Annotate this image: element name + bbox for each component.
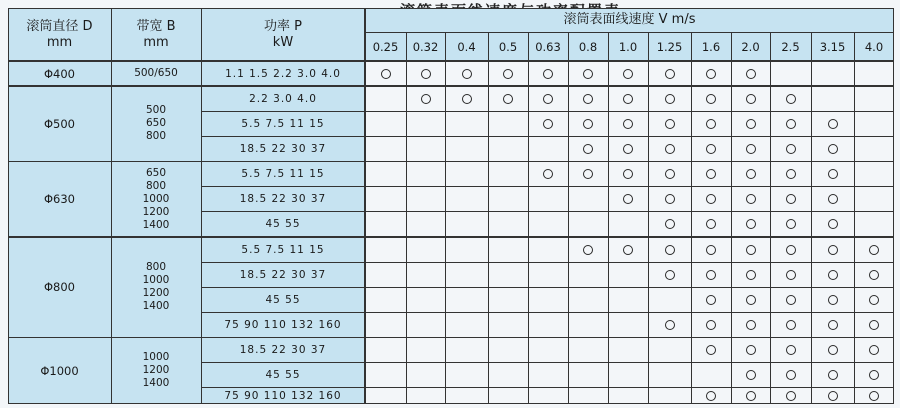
available-mark bbox=[786, 295, 796, 305]
velocity-header-cell: 0.25 bbox=[372, 39, 399, 54]
available-mark bbox=[706, 295, 716, 305]
belt-width-cell bbox=[111, 162, 201, 237]
available-mark bbox=[623, 245, 633, 255]
available-mark bbox=[665, 320, 675, 330]
available-mark bbox=[706, 94, 716, 104]
belt-width-cell bbox=[111, 237, 201, 338]
power-cell: 75 90 110 132 160 bbox=[224, 389, 342, 402]
belt-width-cell bbox=[111, 86, 201, 161]
grid-line bbox=[568, 32, 569, 404]
belt-width-value: 1400 bbox=[142, 218, 170, 231]
velocity-header-cell: 2.0 bbox=[741, 39, 760, 54]
available-mark bbox=[828, 320, 838, 330]
available-mark bbox=[786, 169, 796, 179]
available-mark bbox=[828, 119, 838, 129]
available-mark bbox=[786, 391, 796, 401]
velocity-header-cell: 2.5 bbox=[781, 39, 800, 54]
belt-width-value: 800 bbox=[145, 130, 167, 143]
available-mark bbox=[869, 345, 879, 355]
grid-line bbox=[201, 387, 894, 388]
available-mark bbox=[706, 320, 716, 330]
diameter-cell: Φ1000 bbox=[40, 363, 79, 378]
available-mark bbox=[706, 144, 716, 154]
available-mark bbox=[746, 391, 756, 401]
available-mark bbox=[828, 370, 838, 380]
velocity-header-cell: 4.0 bbox=[864, 39, 884, 54]
available-mark bbox=[583, 69, 593, 79]
available-mark bbox=[746, 119, 756, 129]
available-mark bbox=[746, 245, 756, 255]
grid-line bbox=[811, 32, 812, 404]
available-mark bbox=[869, 370, 879, 380]
available-mark bbox=[828, 194, 838, 204]
belt-width-value: 500/650 bbox=[134, 67, 178, 80]
velocity-header-cell: 3.15 bbox=[819, 39, 846, 54]
grid-line bbox=[201, 136, 894, 137]
grid-line bbox=[111, 8, 112, 404]
available-mark bbox=[828, 391, 838, 401]
belt-width-cell bbox=[111, 338, 201, 404]
available-mark bbox=[706, 245, 716, 255]
power-cell: 18.5 22 30 37 bbox=[239, 268, 327, 281]
available-mark bbox=[583, 94, 593, 104]
available-mark bbox=[623, 194, 633, 204]
velocity-header-cell: 0.4 bbox=[457, 39, 476, 54]
belt-width-value: 500 bbox=[145, 104, 167, 117]
available-mark bbox=[503, 94, 513, 104]
available-mark bbox=[828, 295, 838, 305]
grid-line bbox=[691, 32, 692, 404]
grid-line bbox=[201, 8, 202, 404]
available-mark bbox=[665, 270, 675, 280]
grid-line bbox=[770, 32, 771, 404]
available-mark bbox=[706, 119, 716, 129]
grid-line bbox=[201, 186, 894, 187]
grid-line bbox=[648, 32, 649, 404]
available-mark bbox=[623, 119, 633, 129]
header-belt-width-line: mm bbox=[143, 34, 169, 50]
belt-width-value: 650 bbox=[145, 117, 167, 130]
available-mark bbox=[583, 144, 593, 154]
diameter-cell: Φ500 bbox=[43, 116, 75, 131]
available-mark bbox=[786, 370, 796, 380]
available-mark bbox=[665, 194, 675, 204]
header-belt-width-line: 带宽 B bbox=[136, 18, 176, 34]
grid-line bbox=[445, 32, 446, 404]
available-mark bbox=[503, 69, 513, 79]
belt-width-value: 1400 bbox=[142, 300, 170, 313]
grid-line bbox=[8, 85, 894, 87]
belt-width-value: 800 bbox=[145, 179, 167, 192]
available-mark bbox=[421, 94, 431, 104]
available-mark bbox=[381, 69, 391, 79]
power-cell: 18.5 22 30 37 bbox=[239, 344, 327, 357]
available-mark bbox=[786, 219, 796, 229]
available-mark bbox=[665, 219, 675, 229]
available-mark bbox=[583, 119, 593, 129]
belt-width-value: 1200 bbox=[142, 287, 170, 300]
available-mark bbox=[583, 245, 593, 255]
power-cell: 2.2 3.0 4.0 bbox=[249, 92, 317, 105]
available-mark bbox=[543, 119, 553, 129]
velocity-header-cell: 0.63 bbox=[535, 39, 561, 54]
velocity-header-cell: 0.5 bbox=[498, 39, 518, 54]
available-mark bbox=[828, 270, 838, 280]
available-mark bbox=[786, 119, 796, 129]
grid-line bbox=[8, 8, 894, 10]
velocity-header-cell: 1.6 bbox=[701, 39, 721, 54]
available-mark bbox=[746, 144, 756, 154]
available-mark bbox=[746, 270, 756, 280]
available-mark bbox=[623, 94, 633, 104]
available-mark bbox=[869, 295, 879, 305]
grid-line bbox=[731, 32, 732, 404]
header-power bbox=[201, 8, 365, 61]
available-mark bbox=[665, 169, 675, 179]
available-mark bbox=[706, 219, 716, 229]
grid-line bbox=[893, 8, 895, 404]
available-mark bbox=[665, 245, 675, 255]
grid-line bbox=[201, 287, 894, 288]
available-mark bbox=[706, 69, 716, 79]
available-mark bbox=[786, 320, 796, 330]
available-mark bbox=[583, 169, 593, 179]
available-mark bbox=[869, 391, 879, 401]
available-mark bbox=[665, 144, 675, 154]
power-cell: 5.5 7.5 11 15 bbox=[241, 243, 325, 256]
diameter-cell: Φ800 bbox=[43, 280, 75, 295]
available-mark bbox=[828, 345, 838, 355]
grid-line bbox=[8, 236, 894, 238]
available-mark bbox=[421, 69, 431, 79]
grid-line bbox=[8, 337, 894, 339]
grid-line bbox=[854, 32, 855, 404]
power-cell: 18.5 22 30 37 bbox=[239, 193, 327, 206]
power-cell: 75 90 110 132 160 bbox=[224, 319, 342, 332]
available-mark bbox=[543, 169, 553, 179]
available-mark bbox=[462, 94, 472, 104]
available-mark bbox=[746, 295, 756, 305]
available-mark bbox=[706, 270, 716, 280]
available-mark bbox=[706, 345, 716, 355]
available-mark bbox=[665, 69, 675, 79]
power-cell: 45 55 bbox=[265, 369, 301, 382]
available-mark bbox=[786, 345, 796, 355]
belt-width-value: 1200 bbox=[142, 364, 170, 377]
header-power-line: 功率 P bbox=[264, 18, 302, 34]
available-mark bbox=[706, 391, 716, 401]
belt-width-value: 1400 bbox=[142, 377, 170, 390]
available-mark bbox=[828, 245, 838, 255]
available-mark bbox=[746, 370, 756, 380]
available-mark bbox=[623, 69, 633, 79]
power-cell: 5.5 7.5 11 15 bbox=[241, 117, 325, 130]
available-mark bbox=[786, 144, 796, 154]
header-diameter-line: 滚筒直径 D bbox=[26, 18, 93, 34]
available-mark bbox=[746, 169, 756, 179]
velocity-header-cell: 1.0 bbox=[618, 39, 638, 54]
header-diameter-line: mm bbox=[46, 34, 73, 50]
available-mark bbox=[746, 69, 756, 79]
available-mark bbox=[786, 194, 796, 204]
header-power-line: kW bbox=[272, 34, 294, 50]
available-mark bbox=[543, 94, 553, 104]
power-cell: 1.1 1.5 2.2 3.0 4.0 bbox=[225, 67, 341, 80]
diameter-cell: Φ400 bbox=[43, 66, 75, 81]
grid-line bbox=[201, 262, 894, 263]
grid-line bbox=[8, 403, 894, 405]
available-mark bbox=[462, 69, 472, 79]
available-mark bbox=[543, 69, 553, 79]
grid-line bbox=[201, 312, 894, 313]
available-mark bbox=[746, 219, 756, 229]
grid-line bbox=[8, 60, 894, 62]
grid-line bbox=[201, 111, 894, 112]
available-mark bbox=[786, 94, 796, 104]
available-mark bbox=[665, 119, 675, 129]
grid-line bbox=[364, 8, 366, 404]
velocity-header-cell: 0.32 bbox=[412, 39, 439, 54]
available-mark bbox=[623, 169, 633, 179]
belt-width-cell bbox=[111, 61, 201, 86]
available-mark bbox=[828, 169, 838, 179]
available-mark bbox=[746, 194, 756, 204]
velocity-header-cell: 1.25 bbox=[656, 39, 683, 54]
speed-power-table bbox=[8, 8, 894, 404]
grid-line bbox=[528, 32, 529, 404]
spec-table-frame bbox=[8, 8, 894, 404]
available-mark bbox=[623, 144, 633, 154]
header-diameter bbox=[8, 8, 111, 61]
belt-width-value: 1200 bbox=[142, 205, 170, 218]
grid-line bbox=[406, 32, 407, 404]
available-mark bbox=[706, 194, 716, 204]
available-mark bbox=[746, 320, 756, 330]
power-cell: 45 55 bbox=[265, 293, 301, 306]
diameter-cell: Φ630 bbox=[43, 192, 75, 207]
grid-line bbox=[608, 32, 609, 404]
grid-line bbox=[8, 161, 894, 163]
power-cell: 18.5 22 30 37 bbox=[239, 143, 327, 155]
available-mark bbox=[786, 245, 796, 255]
available-mark bbox=[746, 94, 756, 104]
available-mark bbox=[746, 345, 756, 355]
grid-line bbox=[488, 32, 489, 404]
power-cell: 5.5 7.5 11 15 bbox=[241, 168, 325, 181]
available-mark bbox=[828, 219, 838, 229]
belt-width-value: 650 bbox=[145, 166, 167, 179]
grid-line bbox=[201, 362, 894, 363]
available-mark bbox=[665, 94, 675, 104]
header-velocity: 滚筒表面线速度 V m/s bbox=[563, 12, 696, 27]
available-mark bbox=[786, 270, 796, 280]
power-cell: 45 55 bbox=[265, 218, 301, 231]
belt-width-value: 800 bbox=[145, 261, 167, 274]
available-mark bbox=[869, 245, 879, 255]
velocity-header-cell: 0.8 bbox=[578, 39, 598, 54]
available-mark bbox=[706, 169, 716, 179]
available-mark bbox=[869, 270, 879, 280]
grid-line bbox=[201, 211, 894, 212]
grid-line bbox=[8, 8, 10, 404]
available-mark bbox=[869, 320, 879, 330]
available-mark bbox=[828, 144, 838, 154]
belt-width-value: 1000 bbox=[142, 274, 170, 287]
belt-width-value: 1000 bbox=[142, 192, 170, 205]
belt-width-value: 1000 bbox=[142, 351, 170, 364]
header-belt-width bbox=[111, 8, 201, 61]
